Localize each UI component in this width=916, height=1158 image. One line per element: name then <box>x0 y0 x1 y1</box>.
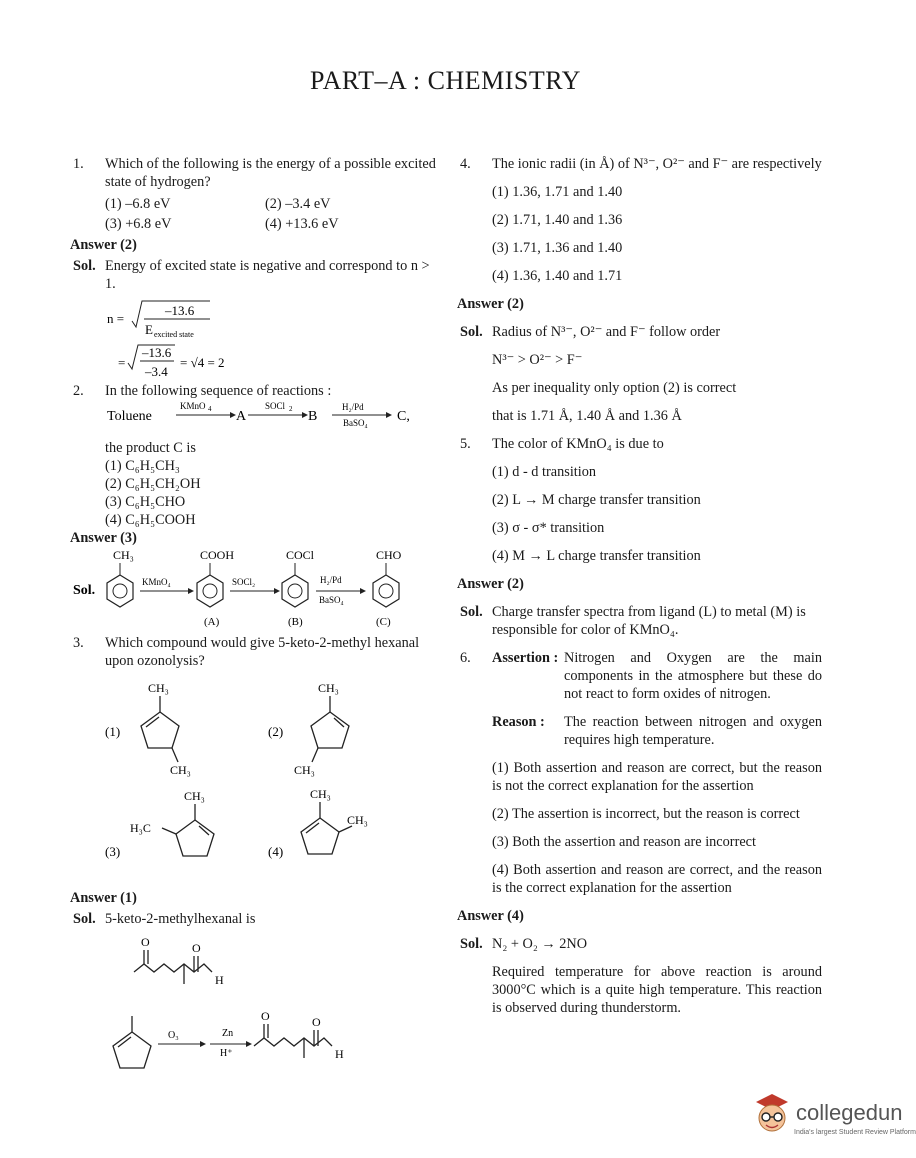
option-4: (4) 1.36, 1.40 and 1.71 <box>492 268 623 284</box>
opt3-label: (3) <box>105 844 121 859</box>
benzene-scheme <box>70 547 440 629</box>
cyclopentene-2 <box>311 696 349 762</box>
opt4-ch3-right: CH₃ <box>347 813 368 827</box>
cyclopentene-reactant <box>113 1016 151 1068</box>
right-column <box>457 155 822 1017</box>
scheme-arrow-1-head <box>188 588 194 594</box>
option-3: (3) 1.71, 1.36 and 1.40 <box>492 240 623 256</box>
arrow-a3-top: H₂/Pd <box>320 575 342 585</box>
ozonolysis-arrow-1-head <box>200 1041 206 1047</box>
question-number: 1. <box>73 156 84 172</box>
logo-mascot-icon <box>752 1092 794 1138</box>
arrow-a2-label: SOCl₂ <box>232 577 256 587</box>
sol-line-4: that is 1.71 Å, 1.40 Å and 1.36 Å <box>492 408 682 424</box>
reason-label: Reason : <box>492 714 545 730</box>
question-number: 3. <box>73 635 84 651</box>
option-2: (2) C₆H₅CH₂OH <box>105 476 201 492</box>
opt2-ch3-bottom: CH₃ <box>294 763 315 777</box>
question-text: Which compound would give 5-keto-2-methyl hexanal upon ozonolysis? <box>105 635 420 669</box>
aldehyde-o: O <box>192 941 201 955</box>
reason <box>492 713 822 749</box>
answer: Answer (3) <box>70 530 137 546</box>
sol-label: Sol. <box>460 604 483 620</box>
solution <box>70 910 440 928</box>
seq-r1-sub: 4 <box>208 405 212 413</box>
option-2: (2) L → M charge transfer transition <box>492 492 701 508</box>
seq-r1: KMnO <box>180 401 206 411</box>
eq-num: –13.6 <box>165 303 195 318</box>
question-text: The color of KMnO₄ is due to <box>492 436 664 452</box>
question-3 <box>70 634 440 670</box>
arrow-a3-bot: BaSO₄ <box>319 595 344 605</box>
option-1: (1) d - d transition <box>492 464 597 480</box>
opt3-h3c: H₃C <box>130 821 151 835</box>
eq-lhs: n = <box>107 311 125 326</box>
logo-name: collegedun <box>796 1100 903 1125</box>
option-4: (4) +13.6 eV <box>265 216 339 232</box>
ketone-o: O <box>141 935 150 949</box>
opt3-ch3: CH₃ <box>184 789 205 803</box>
product-aldehyde-h: H <box>335 1047 344 1061</box>
seq-r2-sub: 2 <box>289 405 293 413</box>
scheme-arrow-3-head <box>360 588 366 594</box>
assertion-label: Assertion : <box>492 650 559 666</box>
eq2-den: –3.4 <box>145 364 168 379</box>
arrow-3-head <box>386 412 392 418</box>
reason-text: The reaction between nitrogen and oxygen requires high temperature. <box>564 714 822 748</box>
sol-text: Energy of excited state is negative and correspond to n > 1. <box>105 258 430 292</box>
product-ketone-o: O <box>261 1009 270 1023</box>
opt4-label: (4) <box>268 844 284 859</box>
option-4: (4) C₆H₅COOH <box>105 512 196 528</box>
solution <box>457 935 822 1017</box>
sol-label: Sol. <box>73 911 96 927</box>
option-1: (1) 1.36, 1.71 and 1.40 <box>492 184 623 200</box>
sol-label: Sol. <box>460 936 483 952</box>
benzene-ring-aldehyde <box>373 563 399 607</box>
answer: Answer (2) <box>457 576 524 592</box>
opt2-ch3-top: CH₃ <box>318 681 339 695</box>
eq2-equals: = <box>118 355 126 370</box>
cyclopentene-3 <box>162 804 214 856</box>
sol-label: Sol. <box>73 583 96 598</box>
answer: Answer (1) <box>70 890 137 906</box>
cyclopentene-options <box>70 670 440 880</box>
option-2: (2) The assertion is incorrect, but the reason is correct <box>492 806 800 822</box>
option-3: (3) σ - σ* transition <box>492 520 605 536</box>
seq-start: Toluene <box>107 409 152 424</box>
question-number: 5. <box>460 436 471 452</box>
assertion-text: Nitrogen and Oxygen are the main components in the atmosphere but these do not react to form oxides of nitrogen. <box>564 650 822 702</box>
solution <box>457 323 822 425</box>
solution <box>70 257 440 293</box>
eq-den: E <box>145 322 153 337</box>
question-text: The ionic radii (in Å) of N³⁻, O²⁻ and F⁻ are respectively <box>492 156 822 172</box>
seq-c: C, <box>397 409 410 424</box>
ozonolysis-arrow-2-head <box>246 1041 252 1047</box>
option-2: (2) 1.71, 1.40 and 1.36 <box>492 212 623 228</box>
question-number: 6. <box>460 650 471 666</box>
logo-tagline: India's largest Student Review Platform <box>794 1129 916 1136</box>
product-aldehyde-o: O <box>312 1015 321 1029</box>
option-3: (3) C₆H₅CHO <box>105 494 186 510</box>
eq2-rest: = √4 = 2 <box>180 355 225 370</box>
option-1: (1) C₆H₅CH₃ <box>105 458 180 474</box>
group-cooh: COOH <box>200 548 235 562</box>
reagent-o3: O₃ <box>168 1030 179 1041</box>
label-b: (B) <box>288 616 303 628</box>
options <box>70 195 440 233</box>
keto-aldehyde-structure <box>134 950 212 984</box>
opt1-ch3-bottom: CH₃ <box>170 763 191 777</box>
group-cho: CHO <box>376 548 402 562</box>
left-column <box>70 155 440 1093</box>
sol-text: Required temperature for above reaction is around 3000°C which is a quite high temperature. This reaction is observed during thunderstorm. <box>492 964 822 1016</box>
option-4: (4) Both assertion and reason are correct, and the reason is the correct explanation for the assertion <box>492 862 822 896</box>
question-text: Which of the following is the energy of a possible excited state of hydrogen? <box>105 156 436 190</box>
scheme-arrow-2-head <box>274 588 280 594</box>
question-1 <box>70 155 440 191</box>
question-5 <box>457 435 822 453</box>
question-tail: the product C is <box>105 440 196 456</box>
assertion <box>492 649 822 703</box>
sol-text: Charge transfer spectra from ligand (L) to metal (M) is responsible for color of KMnO₄. <box>492 604 806 638</box>
seq-r2: SOCl <box>265 401 286 411</box>
sol-line-3: As per inequality only option (2) is correct <box>492 380 737 396</box>
opt2-label: (2) <box>268 724 284 739</box>
opt4-ch3-top: CH₃ <box>310 787 331 801</box>
energy-equation <box>70 293 440 383</box>
option-3: (3) +6.8 eV <box>105 216 172 232</box>
solution <box>457 603 822 639</box>
question-number: 2. <box>73 383 84 399</box>
ozonolysis-scheme <box>70 928 440 1088</box>
question-text: In the following sequence of reactions : <box>105 383 332 399</box>
reagent-h: H⁺ <box>220 1048 233 1059</box>
question-number: 4. <box>460 156 471 172</box>
seq-a: A <box>236 409 247 424</box>
answer: Answer (2) <box>457 296 524 312</box>
cyclopentene-1 <box>141 696 179 762</box>
question-4 <box>457 155 822 173</box>
question-6 <box>457 649 822 749</box>
reagent-zn: Zn <box>222 1028 234 1039</box>
seq-b: B <box>308 409 318 424</box>
answer: Answer (4) <box>457 908 524 924</box>
answer: Answer (2) <box>70 237 137 253</box>
sol-label: Sol. <box>460 324 483 340</box>
option-4: (4) M → L charge transfer transition <box>492 548 701 564</box>
benzene-ring-acyl-chloride <box>282 563 308 607</box>
benzene-ring-acid <box>197 563 223 607</box>
option-2: (2) –3.4 eV <box>265 196 331 212</box>
benzene-ring-toluene <box>107 563 133 607</box>
seq-r3-bot: BaSO₄ <box>343 418 368 428</box>
group-cocl: COCl <box>286 548 315 562</box>
seq-r3-top: H₂/Pd <box>342 402 364 412</box>
option-1: (1) Both assertion and reason are correct, but the reason is not the correct explanation for the assertion <box>492 760 822 794</box>
eq2-num: –13.6 <box>142 345 172 360</box>
sol-eq: N₂ + O₂ → 2NO <box>492 936 588 952</box>
sol-line-2: N³⁻ > O²⁻ > F⁻ <box>492 352 583 368</box>
arrow-a1-label: KMnO₄ <box>142 577 171 587</box>
collegedunia-logo <box>752 1092 916 1142</box>
option-1: (1) –6.8 eV <box>105 196 171 212</box>
sol-text: 5-keto-2-methylhexanal is <box>105 911 256 927</box>
eq-den-sub: excited state <box>154 330 194 339</box>
aldehyde-h: H <box>215 973 224 987</box>
opt1-label: (1) <box>105 724 121 739</box>
group-ch3: CH₃ <box>113 548 134 562</box>
label-a: (A) <box>204 616 220 628</box>
reaction-sequence <box>70 400 440 430</box>
page-title: PART–A : CHEMISTRY <box>310 66 581 95</box>
cyclopentene-4 <box>301 802 352 854</box>
option-3: (3) Both the assertion and reason are incorrect <box>492 834 756 850</box>
opt1-ch3-top: CH₃ <box>148 681 169 695</box>
question-2 <box>70 382 440 400</box>
keto-aldehyde-product <box>254 1024 332 1058</box>
sol-label: Sol. <box>73 258 96 274</box>
label-c: (C) <box>376 616 391 628</box>
sol-line-1: Radius of N³⁻, O²⁻ and F⁻ follow order <box>492 324 721 340</box>
